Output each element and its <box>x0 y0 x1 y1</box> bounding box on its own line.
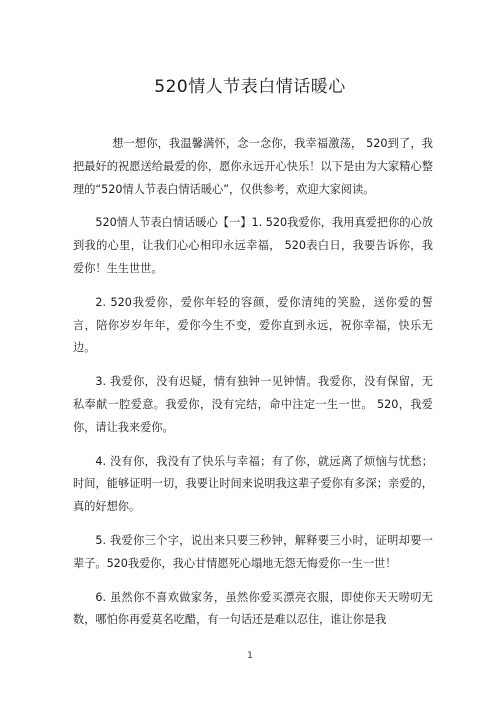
document-title: 520情人节表白情话暖心 <box>154 77 346 97</box>
paragraph-3: 3. 我爱你，没有迟疑，情有独钟一见钟情。我爱你，没有保留，无私奉献一腔爱意。我爱你，没有完结，命中注定一生一世。 520，我爱你，请让我来爱你。 <box>73 375 433 434</box>
page-number: 1 <box>247 651 253 661</box>
document-body <box>73 133 433 643</box>
paragraph-2: 2. 520我爱你，爱你年轻的容颜，爱你清纯的笑脸，送你爱的誓言，陪你岁岁年年，爱你今生不变，爱你直到永远，祝你幸福，快乐无边。 <box>73 295 433 355</box>
paragraph-5: 5. 我爱你三个字，说出来只要三秒钟，解释要三小时，证明却要一辈子。520我爱你，我心甘情愿死心塌地无怨无悔爱你一生一世！ <box>73 533 433 570</box>
paragraph-1: 520情人节表白情话暖心【一】1. 520我爱你，我用真爱把你的心放到我的心里，让我们心心相印永远幸福， 520表白日，我要告诉你，我爱你！生生世世。 <box>73 216 433 275</box>
paragraph-4: 4. 没有你，我没有了快乐与幸福；有了你，就远离了烦恼与忧愁；时间，能够证明一切，我要让时间来说明我这辈子爱你有多深；亲爱的，真的好想你。 <box>73 454 433 514</box>
paragraph-6: 6. 虽然你不喜欢做家务，虽然你爱买漂亮衣服，即使你天天唠叨无数，哪怕你再爱莫名吃醋，有一句话还是难以忍住，谁让你是我 <box>73 590 433 627</box>
intro-paragraph: 想一想你，我温馨满怀，念一念你，我幸福激荡， 520到了，我把最好的祝愿送给最爱的你，愿你永远开心快乐！以下是由为大家精心整理的“520情人节表白情话暖心”，仅供参考，欢迎大家阅读。 <box>73 137 433 196</box>
